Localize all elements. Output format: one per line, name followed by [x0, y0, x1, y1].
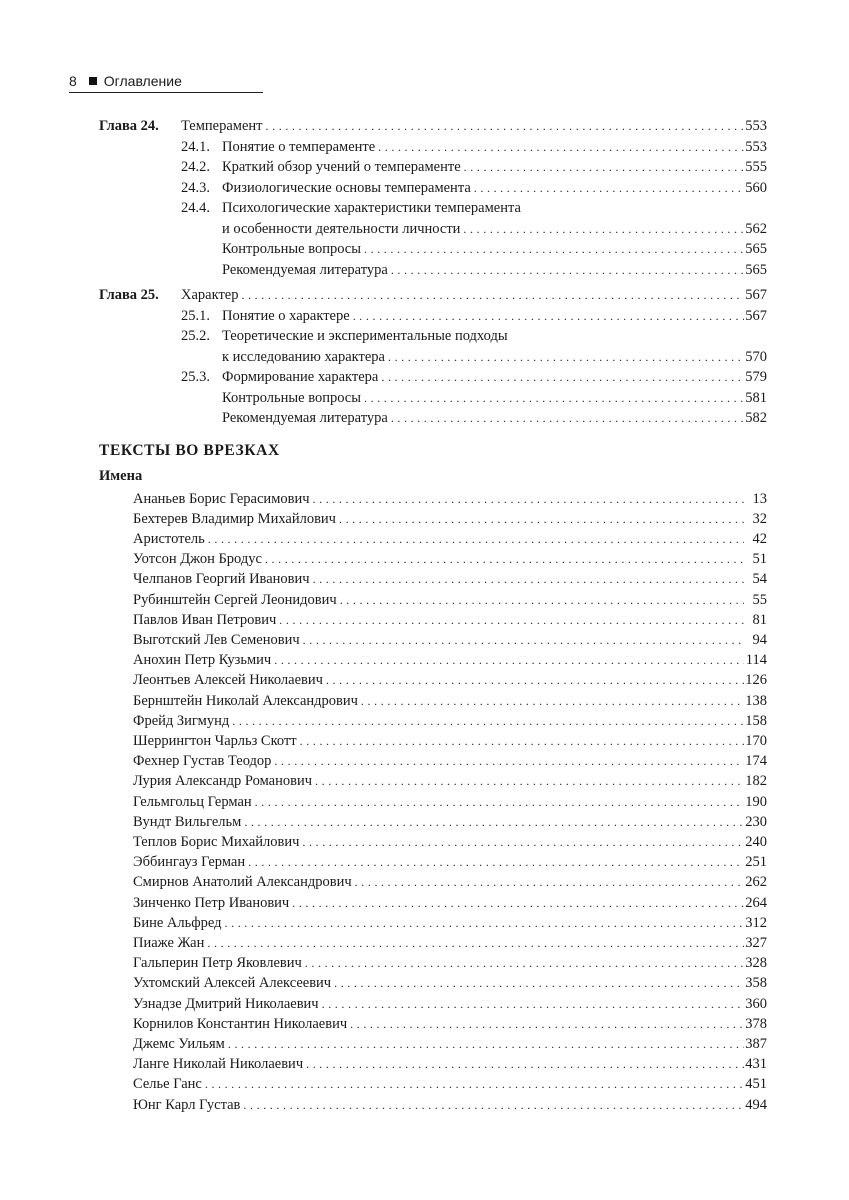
page-ref: 360: [745, 995, 767, 1012]
page-ref: 190: [745, 793, 767, 810]
person-name: Рубинштейн Сергей Леонидович: [133, 591, 337, 608]
section-title: ТЕКСТЫ ВО ВРЕЗКАХ: [99, 442, 280, 459]
item-title: Понятие о характере: [222, 307, 350, 324]
item-number: 25.3.: [181, 369, 210, 385]
dot-leader: [208, 529, 744, 549]
page-ref: 553: [745, 138, 767, 155]
dot-leader: [279, 610, 744, 630]
chapter-title: Темперамент: [181, 118, 263, 134]
person-name: Юнг Карл Густав: [133, 1096, 241, 1113]
name-row: [133, 832, 767, 852]
item-title-line: Психологические характеристики темперамента: [222, 200, 521, 216]
page-ref: 182: [745, 773, 767, 790]
page-ref: 32: [752, 510, 767, 527]
name-row: [133, 569, 767, 589]
dot-leader: [381, 367, 744, 387]
name-row: [133, 913, 767, 933]
person-name: Челпанов Георгий Иванович: [133, 571, 310, 588]
dot-leader: [361, 691, 744, 711]
person-name: Анохин Петр Кузьмич: [133, 652, 272, 669]
name-row: [133, 509, 767, 529]
page-ref: 328: [745, 955, 767, 972]
name-row: [133, 630, 767, 650]
page-ref: 240: [745, 833, 767, 850]
person-name: Павлов Иван Петрович: [133, 611, 277, 628]
item-title: Рекомендуемая литература: [222, 261, 388, 278]
dot-leader: [241, 285, 744, 305]
dot-leader: [243, 1095, 744, 1115]
dot-leader: [391, 408, 744, 428]
toc-item-row: [222, 137, 767, 157]
person-name: Аристотель: [133, 530, 205, 547]
dot-leader: [306, 1054, 744, 1074]
dot-leader: [340, 590, 744, 610]
item-number: 24.4.: [181, 200, 210, 216]
person-name: Ланге Николай Николаевич: [133, 1056, 304, 1073]
person-name: Теплов Борис Михайлович: [133, 833, 300, 850]
person-name: Джемс Уильям: [133, 1035, 225, 1052]
person-name: Гельмгольц Герман: [133, 793, 252, 810]
chapter-row: [99, 116, 767, 136]
toc-item-row: [222, 388, 767, 408]
page-ref: 562: [745, 220, 767, 237]
person-name: Смирнов Анатолий Александрович: [133, 874, 352, 891]
person-name: Ананьев Борис Герасимович: [133, 490, 310, 507]
dot-leader: [244, 812, 744, 832]
toc-item-row: [222, 306, 767, 326]
person-name: Уотсон Джон Бродус: [133, 551, 262, 568]
dot-leader: [302, 832, 744, 852]
name-row: [133, 670, 767, 690]
person-name: Фрейд Зигмунд: [133, 712, 230, 729]
page-number: 8: [69, 73, 77, 89]
item-title: к исследованию характера: [222, 348, 385, 365]
person-name: Бехтерев Владимир Михайлович: [133, 510, 336, 527]
dot-leader: [274, 751, 744, 771]
name-row: [133, 792, 767, 812]
item-title: Формирование характера: [222, 369, 379, 385]
page-ref: 174: [745, 753, 767, 770]
dot-leader: [355, 872, 744, 892]
toc-item-row: [222, 178, 767, 198]
dot-leader: [228, 1034, 744, 1054]
item-number: 24.2.: [181, 159, 210, 175]
item-number: 25.1.: [181, 307, 210, 324]
dot-leader: [265, 549, 744, 569]
page-ref: 51: [752, 551, 767, 568]
page-ref: 358: [745, 975, 767, 992]
person-name: Зинченко Петр Иванович: [133, 894, 290, 911]
page-ref: 565: [745, 241, 767, 257]
name-row: [133, 711, 767, 731]
name-row: [133, 590, 767, 610]
person-name: Выготский Лев Семенович: [133, 631, 300, 648]
toc-item-row: [222, 239, 767, 259]
item-number: 24.1.: [181, 138, 210, 155]
name-row: [133, 1054, 767, 1074]
toc-item-row: [222, 219, 767, 239]
page-ref: 582: [745, 410, 767, 426]
toc-item-row: [222, 260, 767, 280]
dot-leader: [322, 994, 744, 1014]
dot-leader: [305, 953, 744, 973]
name-row: [133, 1034, 767, 1054]
name-row: [133, 489, 767, 509]
dot-leader: [303, 630, 744, 650]
person-name: Узнадзе Дмитрий Николаевич: [133, 995, 319, 1012]
name-row: [133, 1074, 767, 1094]
name-row: [133, 953, 767, 973]
page-ref: 170: [745, 732, 767, 749]
page-ref: 114: [745, 652, 767, 669]
dot-leader: [315, 771, 744, 791]
person-name: Пиаже Жан: [133, 934, 205, 951]
person-name: Леонтьев Алексей Николаевич: [133, 672, 323, 689]
person-name: Бине Альфред: [133, 914, 222, 931]
name-row: [133, 650, 767, 670]
name-row: [133, 994, 767, 1014]
name-row: [133, 549, 767, 569]
toc-item-row: [222, 157, 767, 177]
page-ref: 138: [745, 692, 767, 709]
page-ref: 567: [745, 287, 767, 303]
page-ref: 251: [745, 854, 767, 871]
page-ref: 94: [752, 631, 767, 648]
dot-leader: [274, 650, 744, 670]
dot-leader: [207, 933, 744, 953]
dot-leader: [463, 219, 744, 239]
person-name: Фехнер Густав Теодор: [133, 753, 272, 770]
item-title-line: Теоретические и экспериментальные подходы: [222, 328, 508, 344]
page-ref: 54: [752, 571, 767, 588]
name-row: [133, 933, 767, 953]
dot-leader: [334, 973, 744, 993]
page-ref: 126: [745, 672, 767, 689]
page-ref: 55: [752, 591, 767, 608]
dot-leader: [388, 347, 744, 367]
dot-leader: [353, 306, 745, 326]
page-ref: 81: [752, 611, 767, 628]
name-row: [133, 852, 767, 872]
person-name: Корнилов Константин Николаевич: [133, 1015, 348, 1032]
dot-leader: [464, 157, 745, 177]
running-header: [69, 73, 263, 93]
page-ref: 451: [745, 1076, 767, 1093]
dot-leader: [350, 1014, 744, 1034]
page-ref: 378: [745, 1015, 767, 1032]
dot-leader: [378, 137, 744, 157]
name-row: [133, 1014, 767, 1034]
chapter-label: Глава 24.: [99, 118, 159, 134]
person-name: Селье Ганс: [133, 1076, 202, 1093]
dot-leader: [300, 731, 744, 751]
page-ref: 560: [745, 179, 767, 196]
person-name: Бернштейн Николай Александрович: [133, 692, 358, 709]
page-ref: 555: [745, 159, 767, 175]
person-name: Ухтомский Алексей Алексеевич: [133, 975, 332, 992]
item-title: Понятие о темпераменте: [222, 138, 376, 155]
dot-leader: [225, 913, 745, 933]
item-title: Рекомендуемая литература: [222, 410, 388, 426]
person-name: Лурия Александр Романович: [133, 773, 313, 790]
page-ref: 567: [745, 307, 767, 324]
item-title: и особенности деятельности личности: [222, 220, 461, 237]
toc-item-row: [222, 408, 767, 428]
toc-item-row: [222, 367, 767, 387]
person-name: Вундт Вильгельм: [133, 813, 242, 830]
chapter-label: Глава 25.: [99, 287, 159, 303]
dot-leader: [266, 116, 745, 136]
name-row: [133, 529, 767, 549]
name-row: [133, 610, 767, 630]
dot-leader: [339, 509, 744, 529]
name-row: [133, 973, 767, 993]
chapter-row: [99, 285, 767, 305]
page-ref: 262: [745, 874, 767, 891]
dot-leader: [205, 1074, 744, 1094]
name-row: [133, 771, 767, 791]
page-ref: 553: [745, 118, 767, 134]
dot-leader: [292, 893, 744, 913]
item-title: Контрольные вопросы: [222, 241, 361, 257]
name-row: [133, 731, 767, 751]
name-row: [133, 691, 767, 711]
dot-leader: [364, 388, 744, 408]
page-ref: 387: [745, 1035, 767, 1052]
item-title: Краткий обзор учений о темпераменте: [222, 159, 461, 175]
dot-leader: [326, 670, 744, 690]
page-ref: 581: [745, 389, 767, 406]
toc-item-row: [222, 347, 767, 367]
person-name: Гальперин Петр Яковлевич: [133, 955, 302, 972]
page-ref: 431: [745, 1056, 767, 1073]
page-ref: 312: [745, 914, 767, 931]
square-bullet-icon: [89, 77, 97, 85]
dot-leader: [391, 260, 744, 280]
name-row: [133, 751, 767, 771]
item-number: 24.3.: [181, 179, 210, 196]
page-ref: 158: [745, 712, 767, 729]
chapter-title: Характер: [181, 287, 239, 303]
page-ref: 327: [745, 934, 767, 951]
dot-leader: [255, 792, 744, 812]
dot-leader: [364, 239, 744, 259]
item-number: 25.2.: [181, 328, 210, 344]
page-ref: 42: [752, 530, 767, 547]
page-ref: 565: [745, 261, 767, 278]
header-title: Оглавление: [103, 73, 182, 89]
page-ref: 494: [745, 1096, 767, 1113]
page-ref: 230: [745, 813, 767, 830]
page-ref: 264: [745, 894, 767, 911]
dot-leader: [313, 489, 744, 509]
dot-leader: [232, 711, 744, 731]
name-row: [133, 812, 767, 832]
page-ref: 570: [745, 348, 767, 365]
name-row: [133, 872, 767, 892]
name-row: [133, 1095, 767, 1115]
item-title: Физиологические основы темперамента: [222, 179, 471, 196]
subsection-title: Имена: [99, 468, 143, 484]
person-name: Эббингауз Герман: [133, 854, 246, 871]
item-title: Контрольные вопросы: [222, 389, 361, 406]
page-ref: 579: [745, 369, 767, 385]
name-row: [133, 893, 767, 913]
dot-leader: [313, 569, 744, 589]
person-name: Шеррингтон Чарльз Скотт: [133, 732, 297, 749]
dot-leader: [474, 178, 744, 198]
page-ref: 13: [752, 490, 767, 507]
dot-leader: [248, 852, 744, 872]
